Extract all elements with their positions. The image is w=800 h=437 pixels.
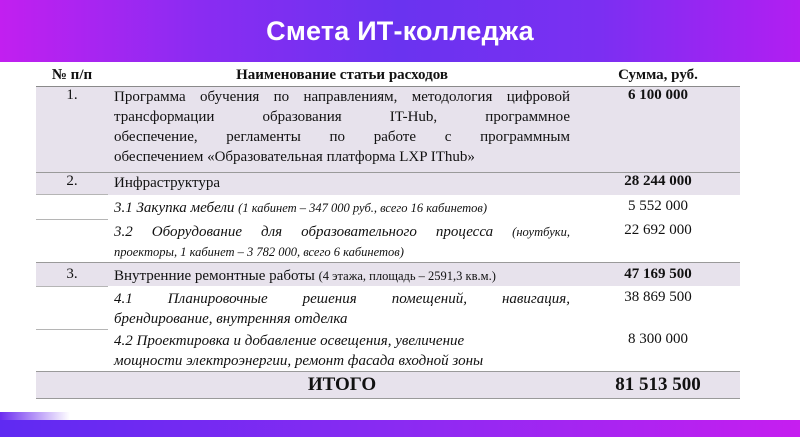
subrow-line: 4.2 Проектировка и добавление освещения, увеличение	[114, 333, 465, 349]
bottom-decor-strip	[0, 420, 800, 437]
row-name-line: трансформации образования IT-Hub, программное	[114, 109, 570, 125]
row-num: 2.	[36, 173, 108, 195]
subrow-name	[108, 286, 576, 329]
table-row	[36, 173, 740, 195]
row-note: (4 этажа, площадь – 2591,3 кв.м.)	[318, 268, 496, 283]
budget-table	[36, 64, 740, 399]
subrow-note: (ноутбуки,	[512, 224, 570, 239]
row-num: 3.	[36, 262, 108, 286]
row-name-line: Программа обучения по направлениям, методология цифровой	[114, 89, 570, 105]
subrow-note: (1 кабинет – 347 000 руб., всего 16 кабинетов)	[238, 200, 488, 215]
row-sum: 8 300 000	[628, 331, 688, 347]
row-name: Инфраструктура	[108, 173, 576, 195]
row-sum: 22 692 000	[624, 221, 692, 238]
row-num: 1.	[36, 87, 108, 173]
row-name-line: обеспечением «Образовательная платформа LXP IThub»	[114, 149, 475, 165]
subrow-name	[108, 220, 576, 263]
header-num: № п/п	[36, 64, 108, 87]
table-row	[36, 286, 740, 329]
row-name	[108, 262, 576, 286]
header-sum: Сумма, руб.	[576, 64, 740, 87]
total-row	[36, 372, 740, 399]
table-row	[36, 220, 740, 263]
subrow-line: 4.1 Планировочные решения помещений, навигация,	[114, 291, 570, 307]
header-name: Наименование статьи расходов	[108, 64, 576, 87]
subrow-title: 3.2 Оборудование для образовательного процесса	[114, 223, 494, 240]
table-row	[36, 329, 740, 372]
page-title: Смета ИТ-колледжа	[266, 15, 534, 46]
table-row	[36, 262, 740, 286]
row-sum: 47 169 500	[576, 262, 740, 286]
total-label: ИТОГО	[108, 372, 576, 399]
row-sum: 38 869 500	[624, 289, 692, 305]
row-title: Внутренние ремонтные работы	[114, 267, 315, 284]
subrow-name	[108, 195, 576, 220]
total-sum: 81 513 500	[576, 372, 740, 399]
row-name-line: обеспечение, регламенты по работе с программным	[114, 129, 570, 145]
subrow-line: брендирование, внутренняя отделка	[114, 311, 348, 327]
row-name	[108, 87, 576, 173]
table-header-row	[36, 64, 740, 87]
subrow-title: 3.1 Закупка мебели	[114, 199, 235, 216]
row-sum: 5 552 000	[628, 197, 688, 214]
table-row	[36, 195, 740, 220]
title-banner	[0, 0, 800, 62]
row-sum: 28 244 000	[576, 173, 740, 195]
row-sum: 6 100 000	[576, 87, 740, 173]
table-row	[36, 87, 740, 173]
subrow-name	[108, 329, 576, 372]
subrow-note: проекторы, 1 кабинет – 3 782 000, всего 6 кабинетов)	[114, 244, 404, 259]
subrow-line: мощности электроэнергии, ремонт фасада входной зоны	[114, 353, 484, 369]
